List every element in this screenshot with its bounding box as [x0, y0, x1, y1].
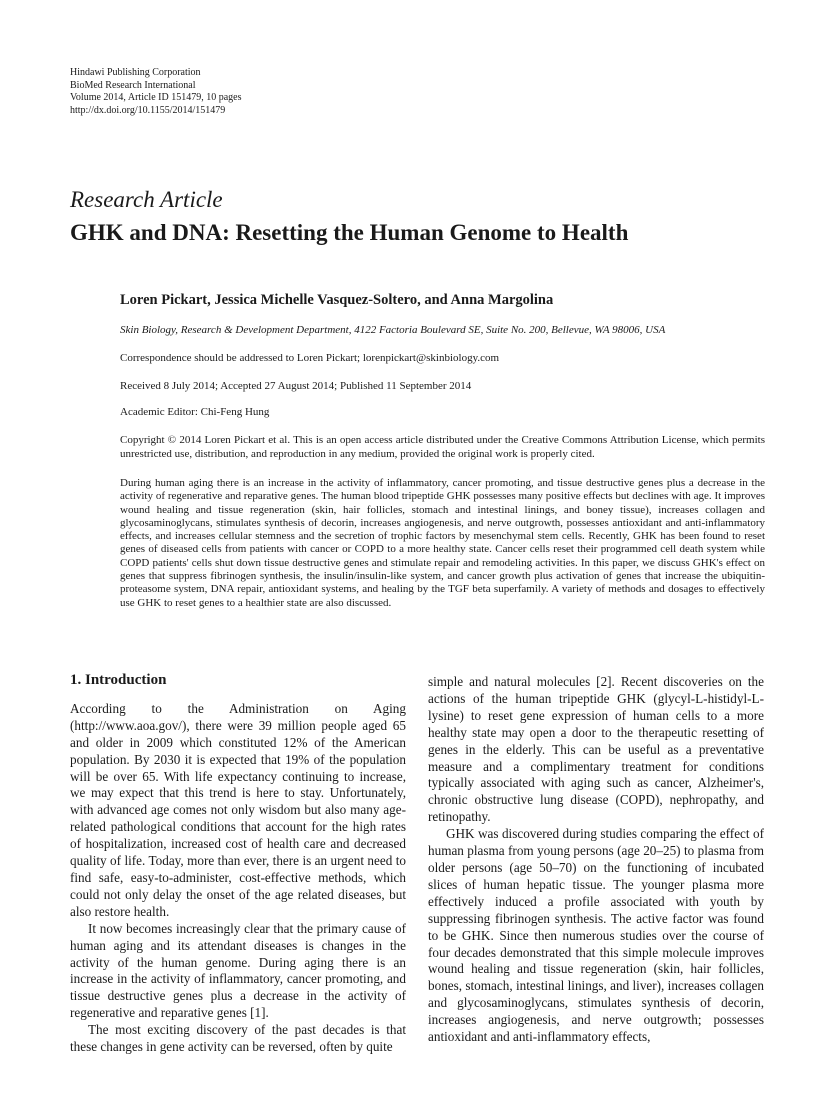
journal-header [70, 67, 241, 117]
publisher: Hindawi Publishing Corporation [70, 67, 201, 78]
paragraph: According to the Administration on Aging (http://www.aoa.gov/), there were 39 million people aged 65 and older in 2009 which constituted 12% of the American population. By 2030 it is expected that 19% of the population will be over 65. With life expectancy continuing to increase, we may expect that this trend is here to stay. Unfortunately, with advanced age comes not only wisdom but also many age-related pathological conditions that account for the high rates of hospitalization, increased cost of health care and decreased quality of life. Today, more than ever, there is an urgent need to find safe, easy-to-administer, cost-effective methods, which could not only delay the onset of the age related diseases, but also restore health. [70, 700, 406, 919]
academic-editor: Academic Editor: Chi-Feng Hung [120, 406, 270, 418]
doi-link[interactable]: http://dx.doi.org/10.1155/2014/151479 [70, 104, 226, 116]
right-column [428, 674, 764, 1046]
dates: Received 8 July 2014; Accepted 27 August 2014; Published 11 September 2014 [120, 380, 472, 392]
abstract: During human aging there is an increase in the activity of inflammatory, cancer promoting, and tissue destructive genes plus a decrease in the activity of regenerative and reparative genes. The human blood tripeptide GHK possesses many positive effects but declines with age. It improves wound healing and tissue regeneration (skin, hair follicles, stomach and intestinal linings, and boney tissue), increases collagen and glycosaminoglycans, stimulates synthesis of decorin, increases angiogenesis, and nerve outgrowth, possesses antioxidant and anti-inflammatory effects, and increases cellular stemness and the secretion of trophic factors by mesenchymal stem cells. Recently, GHK has been found to reset genes of diseased cells from patients with cancer or COPD to a more healthy state. Cancer cells reset their programmed cell death system while COPD patients' cells shut down tissue destructive genes and stimulate repair and remodeling activities. In this paper, we discuss GHK's effect on genes that suppress fibrinogen synthesis, the insulin/insulin-like system, and cancer growth plus activation of genes that increase the ubiquitin-proteasome system, DNA repair, antioxidant systems, and healing by the TGF beta superfamily. A variety of methods and dosages to effectively use GHK to reset genes to a healthier state are also discussed. [120, 477, 765, 609]
section-heading: 1. Introduction [70, 672, 167, 688]
authors: Loren Pickart, Jessica Michelle Vasquez-Soltero, and Anna Margolina [120, 292, 554, 308]
copyright: Copyright © 2014 Loren Pickart et al. This is an open access article distributed under the Creative Commons Attribution License, which permits unrestricted use, distribution, and reproduction in any medium, provided the original work is properly cited. [120, 434, 765, 460]
correspondence: Correspondence should be addressed to Loren Pickart; lorenpickart@skinbiology.com [120, 352, 500, 364]
paragraph: It now becomes increasingly clear that the primary cause of human aging and its attendant diseases is changes in the activity of the human genome. During aging there is an increase in the activity of inflammatory, cancer promoting, and tissue destructive genes plus a decrease in the activity of regenerative and reparative genes [1]. [70, 920, 406, 1021]
affiliation: Skin Biology, Research & Development Department, 4122 Factoria Boulevard SE, Suite No. 200, Bellevue, WA 98006, USA [120, 324, 666, 336]
paper-title: GHK and DNA: Resetting the Human Genome to Health [70, 220, 629, 245]
paragraph: GHK was discovered during studies comparing the effect of human plasma from young persons (age 20–25) to plasma from older persons (age 50–70) on the functioning of incubated slices of human hepatic tissue. The younger plasma more effectively induced a profile associated with youth by suppressing fibrinogen synthesis. The active factor was found to be GHK. Since then numerous studies over the course of four decades demonstrated that this simple molecule improves wound healing and tissue regeneration (skin, hair follicles, bones, stomach, intestinal linings, and liver), increases collagen and glycosaminoglycans, stimulates synthesis of decorin, increases angiogenesis, and nerve outgrowth; possesses antioxidant and anti-inflammatory effects, [428, 826, 764, 1045]
article-type: Research Article [70, 187, 223, 212]
journal-name: BioMed Research International [70, 79, 196, 91]
paragraph: The most exciting discovery of the past decades is that these changes in gene activity can be reversed, often by quite [70, 1022, 406, 1055]
volume-info: Volume 2014, Article ID 151479, 10 pages [70, 92, 242, 103]
left-column [70, 672, 406, 1056]
paragraph: simple and natural molecules [2]. Recent discoveries on the actions of the human tripeptide GHK (glycyl-L-histidyl-L-lysine) to reset gene expression of human cells to a more healthy state may open a door to the therapeutic resetting of genes in the elderly. This can be useful as a preventative measure and a complimentary treatment for conditions typically associated with aging such as cancer, Alzheimer's, chronic obstructive lung disease (COPD), nephropathy, and retinopathy. [428, 674, 764, 825]
